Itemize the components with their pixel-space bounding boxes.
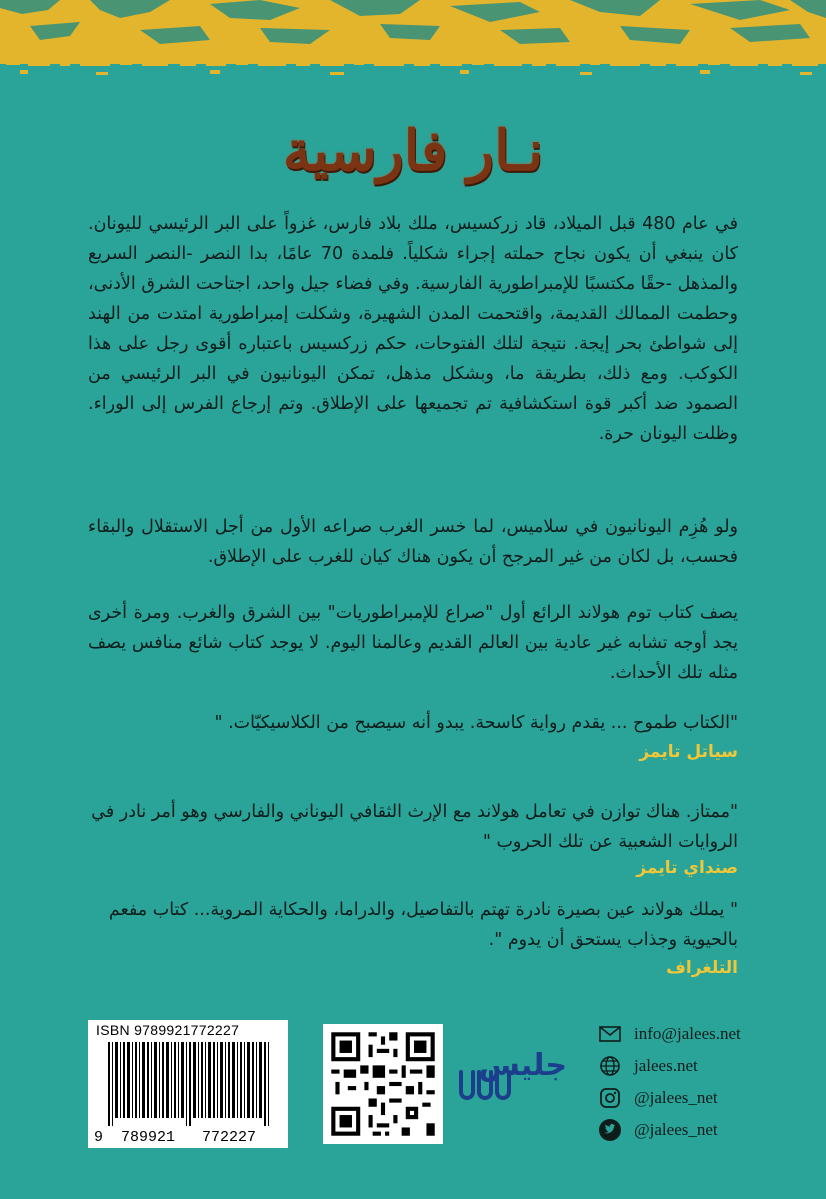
contact-email[interactable]: [598, 1018, 798, 1050]
review-quote-3: " يملك هولاند عين بصيرة نادرة تهتم بالتفاصيل، والدراما، والحكاية المروية... كتاب مفعم بالحيوية وجذاب يستحق أن يدوم ".: [108, 900, 738, 950]
contact-twitter-text: @jalees_net: [634, 1120, 718, 1139]
qr-code: [323, 1024, 443, 1144]
contact-instagram[interactable]: [598, 1082, 798, 1114]
twitter-icon: [598, 1118, 622, 1142]
isbn-barcode: [88, 1020, 288, 1148]
book-title: نـار فارسية: [282, 118, 544, 184]
review-quote-2: "ممتاز. هناك توازن في تعامل هولاند مع الإرث الثقافي اليوناني والفارسي وهو أمر نادر في الروايات الشعبية عن تلك الحروب ": [91, 802, 738, 852]
contact-website-text: jalees.net: [634, 1056, 698, 1075]
isbn-digits: 9 789921 772227: [94, 1129, 257, 1146]
blurb-paragraph-3: يصف كتاب توم هولاند الرائع أول "صراع للإمبراطوريات" بين الشرق والغرب. ومرة أخرى يجد أوجه تشابه غير عادية بين العالم القديم وعالمنا اليوم. لا يوجد كتاب شائع منافس يصف مثله تلك الأحداث.: [88, 603, 738, 683]
globe-icon: [598, 1054, 622, 1078]
top-band-texture: [0, 0, 826, 82]
publisher-logo: [457, 1048, 567, 1108]
blurb-paragraph-2: ولو هُزِم اليونانيون في سلاميس، لما خسر الغرب صراعه الأول من أجل الاستقلال والبقاء فحسب، بل لكان من غير المرجح أن يكون هناك كيان للغرب على الإطلاق.: [88, 517, 738, 567]
contact-instagram-text: @jalees_net: [634, 1088, 718, 1107]
mail-icon: [598, 1022, 622, 1046]
publisher-name: جليس: [478, 1048, 567, 1083]
review-source-3: التلغراف: [666, 958, 738, 978]
review-source-1: سياتل تايمز: [639, 742, 738, 762]
contact-twitter[interactable]: [598, 1114, 798, 1146]
isbn-label: ISBN 9789921772227: [96, 1022, 240, 1038]
contact-email-text: info@jalees.net: [634, 1024, 741, 1043]
blurb-paragraph-1: في عام 480 قبل الميلاد، قاد زركسيس، ملك بلاد فارس، غزواً على البر الرئيسي لليونان. كان ينبغي أن يكون نجاح حملته إجراء شكلياً. فلمدة 70 عامًا، بدا النصر -النصر السريع والمذهل -حقًا مكتسبًا للإمبراطورية الفارسية. وفي فضاء جيل واحد، اجتاحت الشرق الأدنى، وحطمت الممالك القديمة، واقتحمت المدن الشهيرة، وشكلت إمبراطورية امتدت من الهند إلى شواطئ بحر إيجة. نتيجة لتلك الفتوحات، حكم زركسيس باعتباره أقوى رجل على هذا الكوكب. ومع ذلك، بطريقة ما، وبشكل مذهل، تمكن اليونانيون في البر الرئيسي من الصمود ضد أكبر قوة استكشافية تم تجميعها على الإطلاق. وتم إرجاع الفرس إلى الوراء. وظلت اليونان حرة.: [88, 214, 738, 444]
contact-website[interactable]: [598, 1050, 798, 1082]
review-quote-1: "الكتاب طموح ... يقدم رواية كاسحة. يبدو أنه سيصبح من الكلاسيكيّات. ": [214, 713, 738, 733]
review-source-2: صنداي تايمز: [636, 858, 738, 878]
qr-code-pattern: [323, 1024, 443, 1144]
decorative-top-band: [0, 0, 826, 82]
instagram-icon: [598, 1086, 622, 1110]
contact-list: [598, 1018, 798, 1146]
